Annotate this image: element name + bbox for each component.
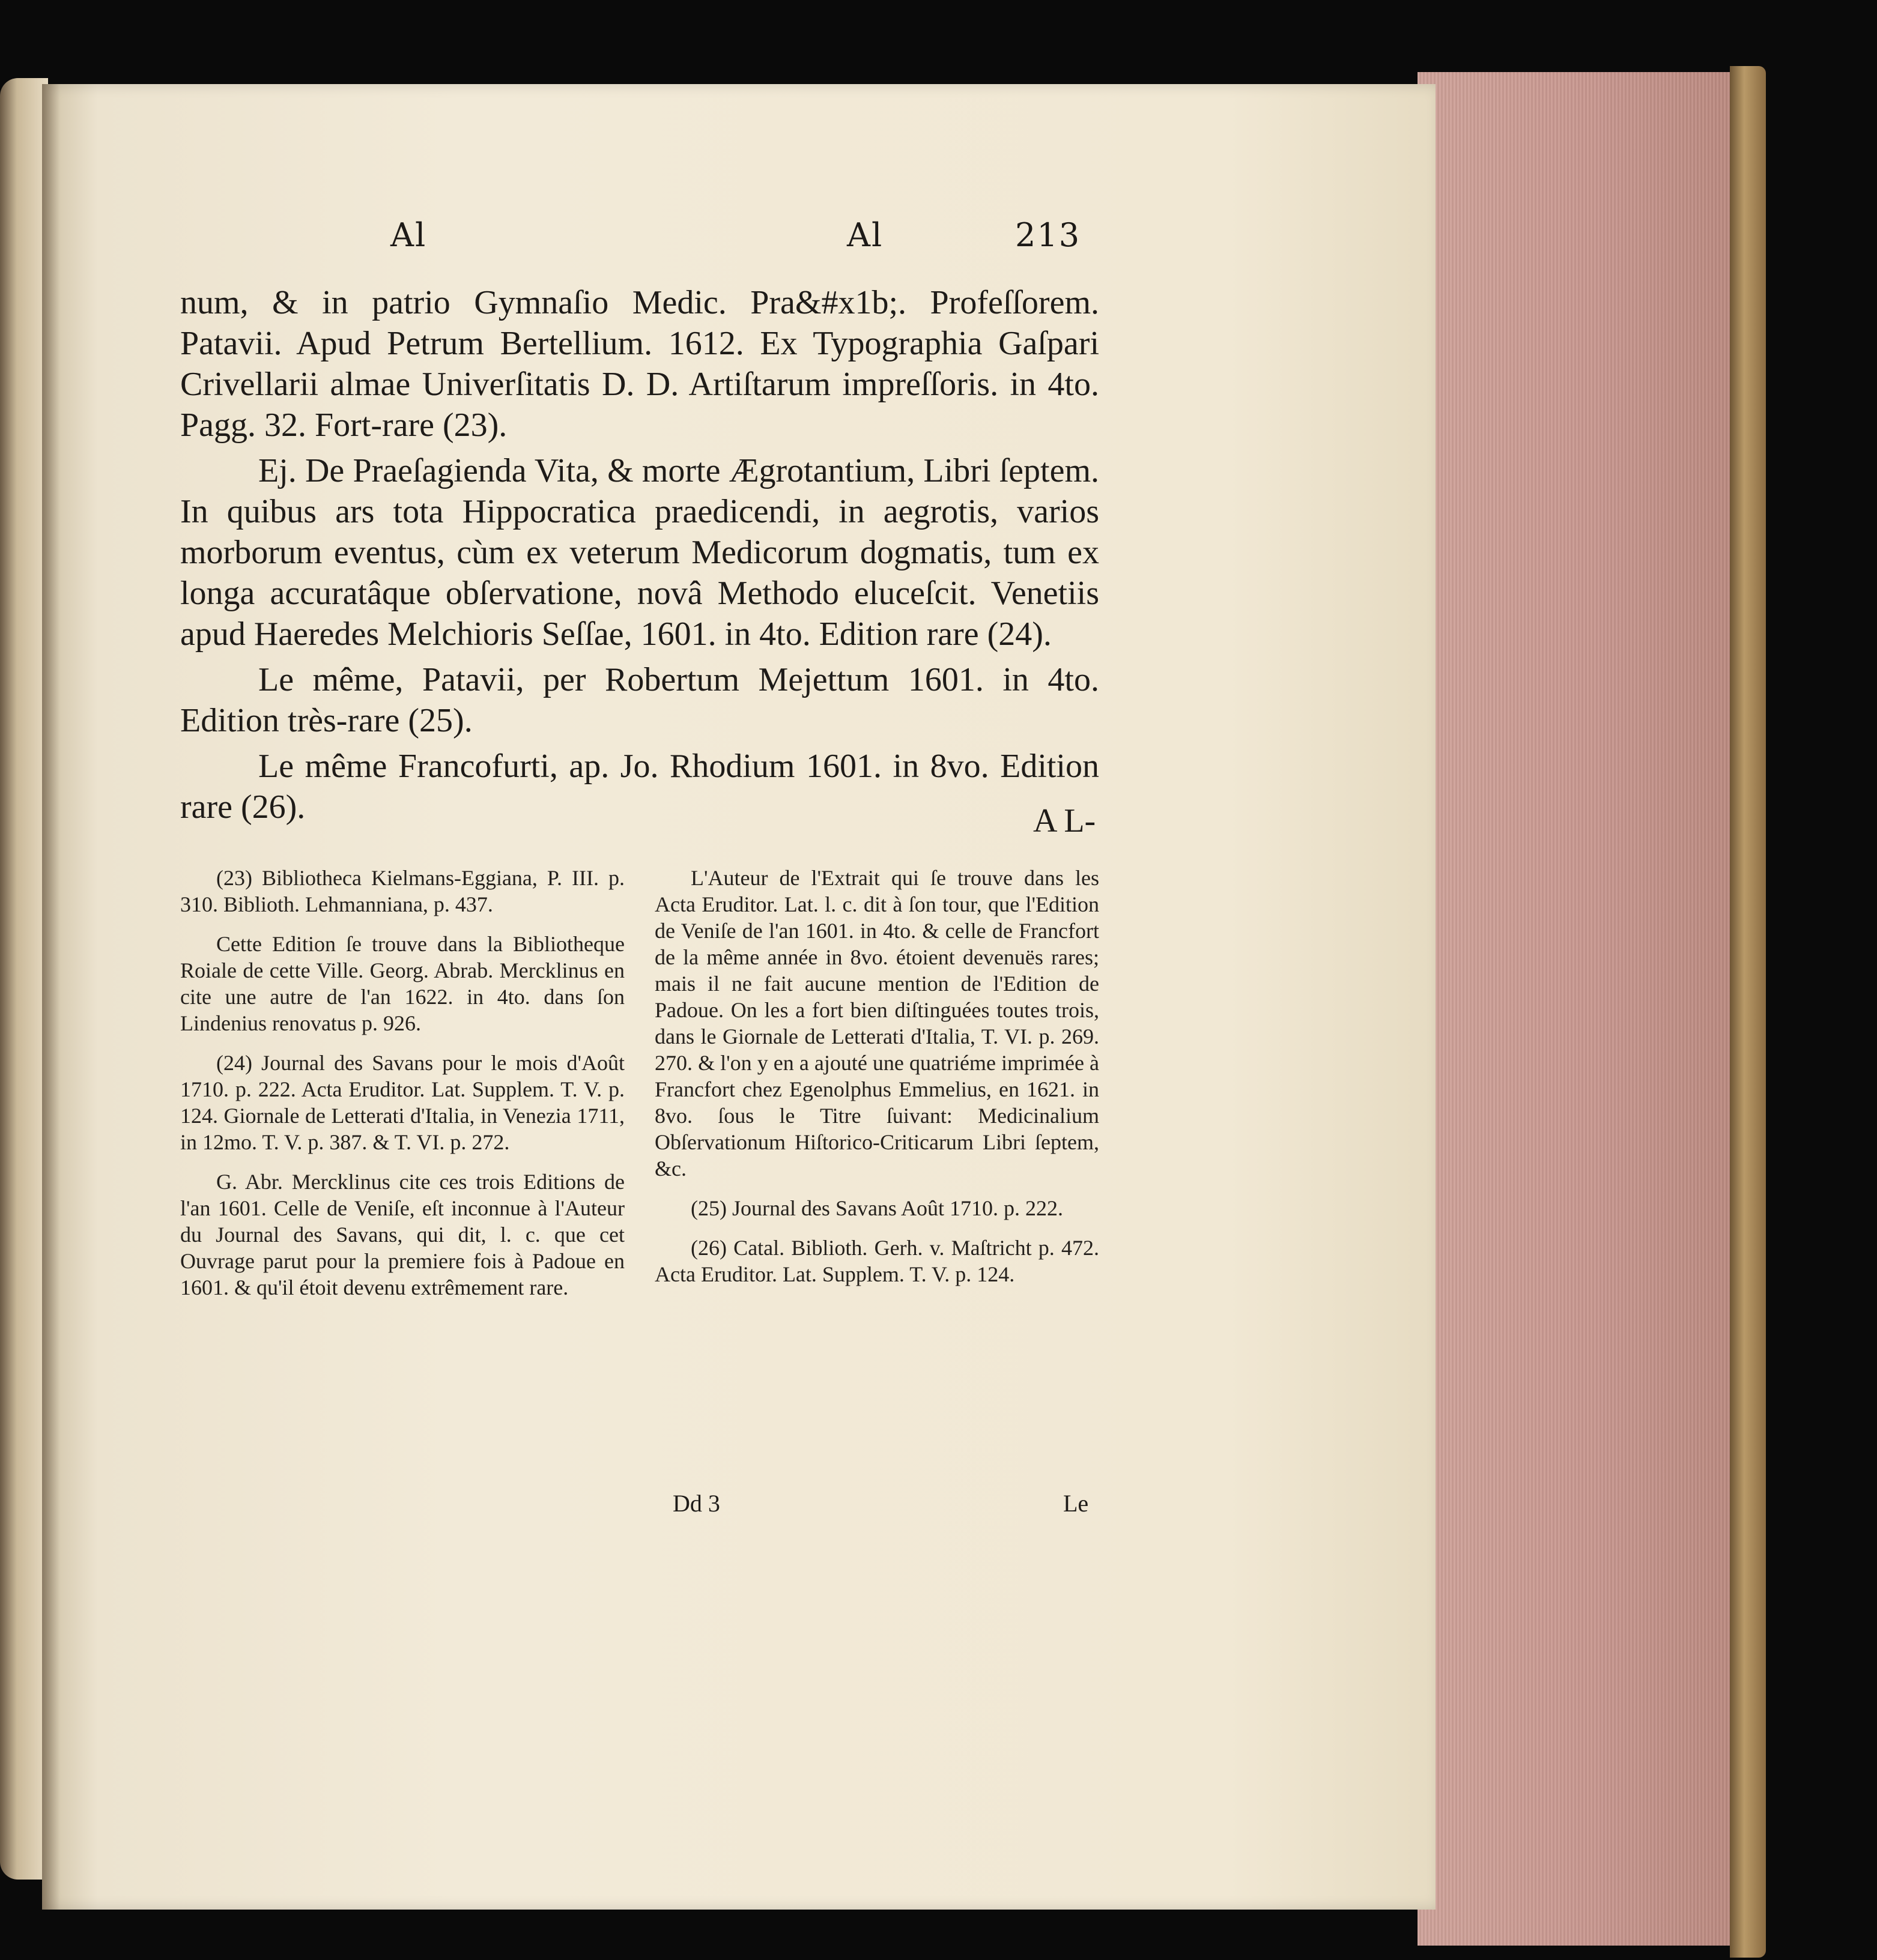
- footnotes-left-column: [180, 865, 625, 1314]
- footnote: (25) Journal des Savans Août 1710. p. 222.: [691, 1196, 1063, 1220]
- facing-page-edge: [0, 78, 48, 1880]
- page-number: 213: [1015, 216, 1081, 254]
- main-paragraph: Le même, Patavii, per Robertum Mejettum 1601. in 4to. Edition très-rare (25).: [180, 661, 1099, 739]
- signature-mark: Dd 3: [673, 1490, 720, 1517]
- main-paragraph: num, & in patrio Gymnaſio Medic. Pra&#x1b;. Profeſſorem. Patavii. Apud Petrum Bertellium. 1612. Ex Typographia Gaſpari Crivellarii almae Univerſitatis D. D. Artiſtarum impreſſoris. in 4to. Pagg. 32. Fort-rare (23).: [180, 284, 1099, 444]
- footnote: (26) Catal. Biblioth. Gerh. v. Maſtricht p. 472. Acta Eruditor. Lat. Supplem. T. V. p. 124.: [655, 1236, 1099, 1286]
- footnote: G. Abr. Mercklinus cite ces trois Editions de l'an 1601. Celle de Veniſe, eſt inconnue à l'Auteur du Journal des Savans, qui dit, l. c. que cet Ouvrage parut pour la premiere fois à Padoue en 1601. & qu'il étoit devenu extrêmement rare.: [180, 1170, 625, 1299]
- main-text: [180, 282, 1099, 832]
- running-head-left: Al: [390, 216, 427, 254]
- footnote: (24) Journal des Savans pour le mois d'Août 1710. p. 222. Acta Eruditor. Lat. Supplem. T. V. p. 124. Giornale de Letterati d'Italia, in Venezia 1711, in 12mo. T. V. p. 387. & T. VI. p. 272.: [180, 1051, 625, 1154]
- main-paragraph: Ej. De Praeſagienda Vita, & morte Ægrotantium, Libri ſeptem. In quibus ars tota Hippocratica praedicendi, in aegrotis, varios morborum eventus, cùm ex veterum Medicorum dogmatis, tum ex longa accuratâque obſervatione, novâ Methodo eluceſcit. Venetiis apud Haeredes Melchioris Seſſae, 1601. in 4to. Edition rare (24).: [180, 452, 1099, 653]
- footnote: L'Auteur de l'Extrait qui ſe trouve dans les Acta Eruditor. Lat. l. c. dit à ſon tour, que l'Edition de Veniſe de l'an 1601. in 4to. & celle de Francfort de la même année in 8vo. étoient devenuës rares; mais il ne fait aucune mention de l'Edition de Padoue. On les a fort bien diſtinguées toutes trois, dans le Giornale de Letterati d'Italia, T. VI. p. 269. 270. & l'on y en a ajouté une quatriéme imprimée à Francfort chez Egenolphus Emmelius, en 1621. in 8vo. ſous le Titre ſuivant: Medicinalium Obſervationum Hiſtorico-Criticarum Libri ſeptem, &c.: [655, 866, 1099, 1181]
- page-gutter-shadow: [42, 84, 60, 1910]
- catchword-main: A L-: [1033, 802, 1096, 839]
- running-head-center: Al: [847, 216, 884, 254]
- footnote: (23) Bibliotheca Kielmans-Eggiana, P. III. p. 310. Biblioth. Lehmanniana, p. 437.: [180, 866, 625, 916]
- book-cover-edge: [1730, 66, 1766, 1958]
- book-fore-edge: [1418, 72, 1754, 1946]
- main-paragraph: Le même Francofurti, ap. Jo. Rhodium 1601. in 8vo. Edition rare (26).: [180, 748, 1099, 826]
- footnotes-right-column: [655, 865, 1099, 1301]
- footnote: Cette Edition ſe trouve dans la Bibliotheque Roiale de cette Ville. Georg. Abrab. Mercklinus en cite une autre de l'an 1622. in 4to. dans ſon Lindenius renovatus p. 926.: [180, 932, 625, 1035]
- catchword-notes: Le: [1063, 1490, 1089, 1517]
